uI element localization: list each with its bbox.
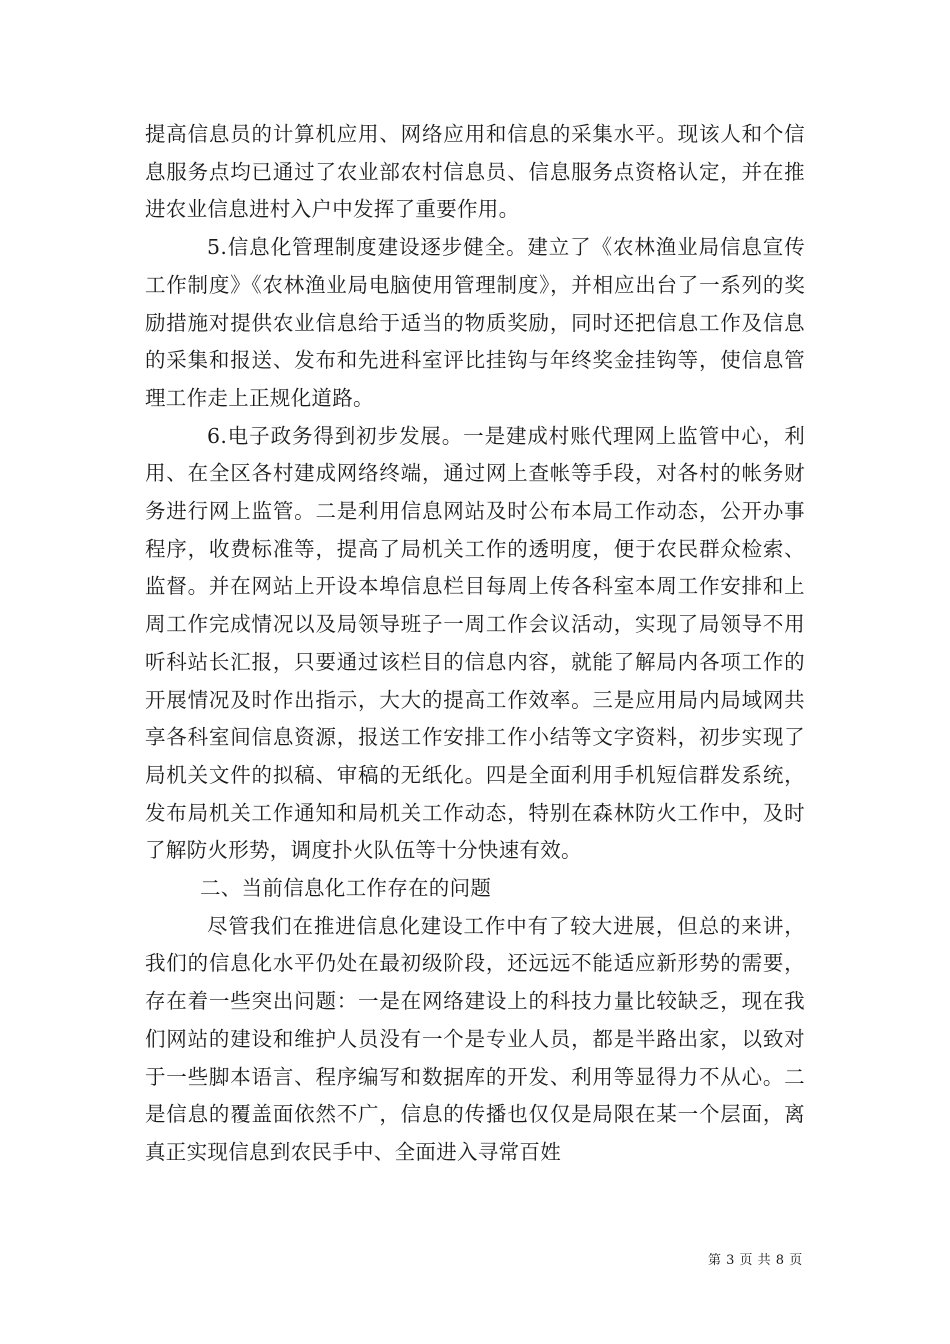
paragraph-item-6: 6.电子政务得到初步发展。一是建成村账代理网上监管中心，利用、在全区各村建成网络终端，通过网上查帐等手段，对各村的帐务财务进行网上监管。二是利用信息网站及时公布本局工作动态，公开办事程序，收费标准等，提高了局机关工作的透明度，便于农民群众检索、监督。并在网站上开设本埠信息栏目每周上传各科室本周工作安排和上周工作完成情况以及局领导班子一周工作会议活动，实现了局领导不用听科站长汇报，只要通过该栏目的信息内容，就能了解局内各项工作的开展情况及时作出指示，大大的提高工作效率。三是应用局内局域网共享各科室间信息资源，报送工作安排工作小结等文字资料，初步实现了局机关文件的拟稿、审稿的无纸化。四是全面利用手机短信群发系统，发布局机关工作通知和局机关工作动态，特别在森林防火工作中，及时了解防火形势，调度扑火队伍等十分快速有效。 [145,423,805,863]
document-body [145,116,805,1172]
page-number-footer: 第 3 页 共 8 页 [708,1253,803,1268]
section-heading: 二、当前信息化工作存在的问题 [200,876,492,901]
paragraph-problems: 尽管我们在推进信息化建设工作中有了较大进展，但总的来讲，我们的信息化水平仍处在最初级阶段，还远远不能适应新形势的需要，存在着一些突出问题：一是在网络建设上的科技力量比较缺乏，现在我们网站的建设和维护人员没有一个是专业人员，都是半路出家，以致对于一些脚本语言、程序编写和数据库的开发、利用等显得力不从心。二是信息的覆盖面依然不广，信息的传播也仅仅是局限在某一个层面，离真正实现信息到农民手中、全面进入寻常百姓 [145,913,805,1164]
paragraph-item-5: 5.信息化管理制度建设逐步健全。建立了《农林渔业局信息宣传工作制度》《农林渔业局电脑使用管理制度》，并相应出台了一系列的奖励措施对提供农业信息给于适当的物质奖励，同时还把信息工作及信息的采集和报送、发布和先进科室评比挂钩与年终奖金挂钩等，使信息管理工作走上正规化道路。 [145,235,805,410]
paragraph-continuation: 提高信息员的计算机应用、网络应用和信息的采集水平。现该人和个信息服务点均已通过了农业部农村信息员、信息服务点资格认定，并在推进农业信息进村入户中发挥了重要作用。 [145,122,805,222]
